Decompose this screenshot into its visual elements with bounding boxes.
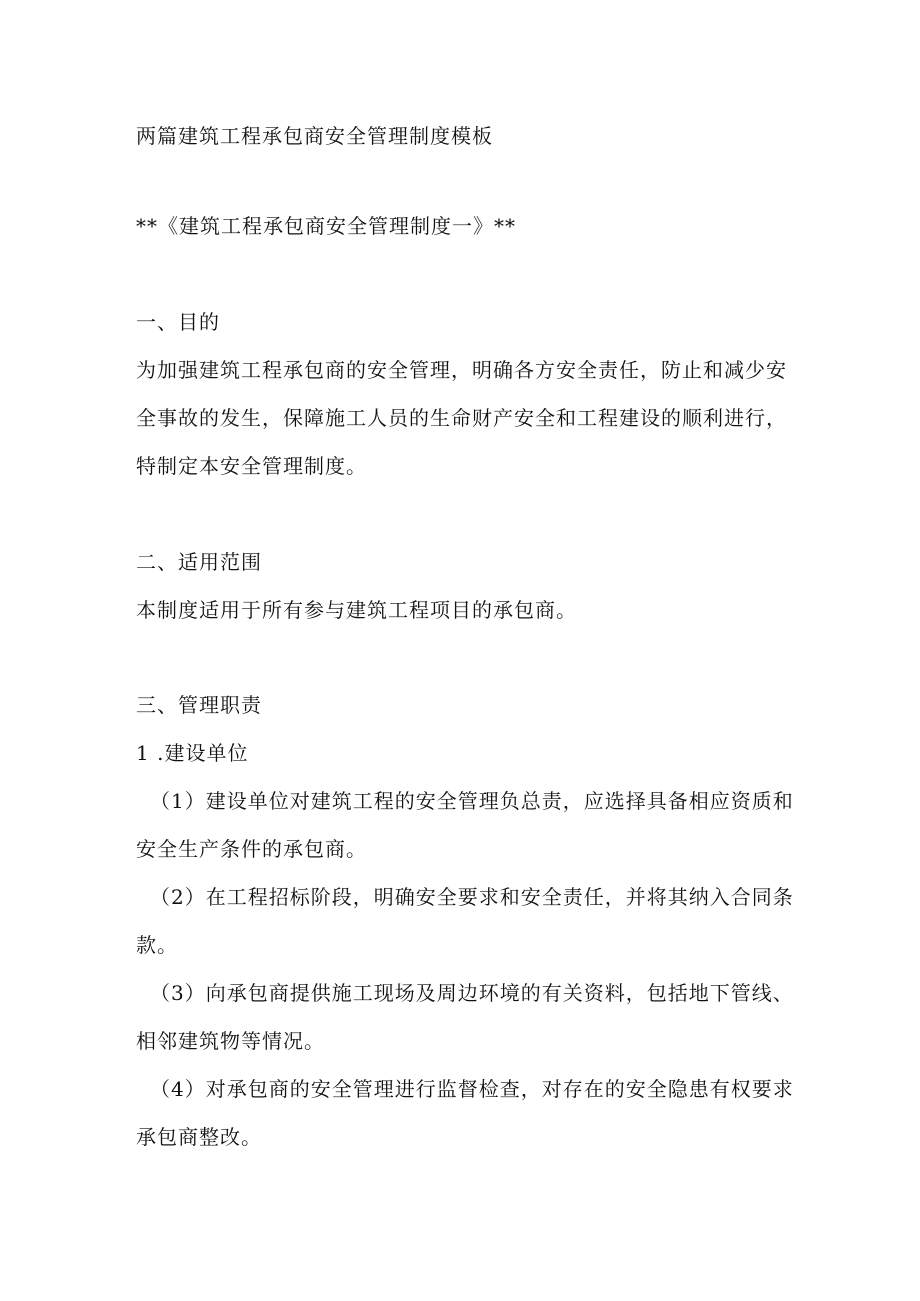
subheading-construction-unit: 1 .建设单位: [136, 741, 249, 765]
paragraph-line: 为加强建筑工程承包商的安全管理，明确各方安全责任，防止和减少安: [136, 358, 787, 382]
list-item-line: 承包商整改。: [136, 1125, 262, 1149]
list-item-line: 安全生产条件的承包商。: [136, 837, 367, 861]
section-heading-responsibilities: 三、管理职责: [136, 693, 262, 717]
list-item-line: （3）向承包商提供施工现场及周边环境的有关资料，包括地下管线、: [150, 981, 794, 1005]
section-heading-scope: 二、适用范围: [136, 550, 262, 574]
paragraph-line: 全事故的发生，保障施工人员的生命财产安全和工程建设的顺利进行，: [136, 406, 787, 430]
document-subtitle: **《建筑工程承包商安全管理制度一》**: [136, 214, 516, 238]
section-heading-purpose: 一、目的: [136, 310, 220, 334]
paragraph-line: 特制定本安全管理制度。: [136, 454, 367, 478]
document-title: 两篇建筑工程承包商安全管理制度模板: [136, 124, 493, 148]
paragraph-line: 本制度适用于所有参与建筑工程项目的承包商。: [136, 598, 577, 622]
list-item-line: （1）建设单位对建筑工程的安全管理负总责，应选择具备相应资质和: [150, 789, 794, 813]
list-item-line: （4）对承包商的安全管理进行监督检查，对存在的安全隐患有权要求: [150, 1077, 794, 1101]
list-item-line: 相邻建筑物等情况。: [136, 1029, 325, 1053]
list-item-line: （2）在工程招标阶段，明确安全要求和安全责任，并将其纳入合同条: [150, 885, 794, 909]
list-item-line: 款。: [136, 933, 178, 957]
